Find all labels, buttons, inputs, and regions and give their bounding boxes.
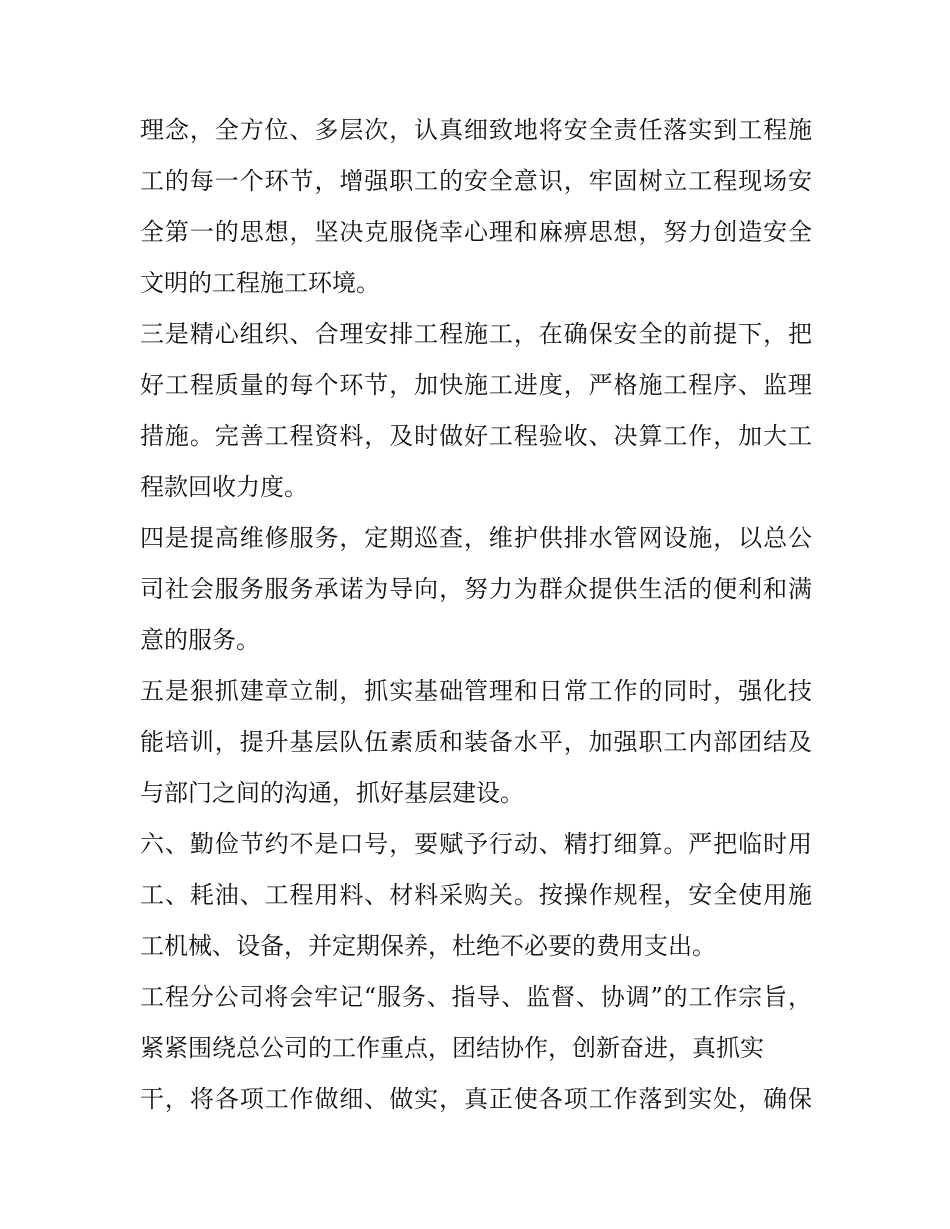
text-line: 五是狠抓建章立制，抓实基础管理和日常工作的同时，强化技 <box>140 677 812 705</box>
text-line: 工、耗油、工程用料、材料采购关。按操作规程，安全使用施 <box>140 881 812 909</box>
text-line: 紧紧围绕总公司的工作重点，团结协作，创新奋进，真抓实 <box>140 1034 764 1062</box>
body-text <box>140 105 812 1125</box>
text-line: 能培训，提升基层队伍素质和装备水平，加强职工内部团结及 <box>140 728 812 756</box>
text-line: 工机械、设备，并定期保养，杜绝不必要的费用支出。 <box>140 932 716 960</box>
text-line: 六、勤俭节约不是口号，要赋予行动、精打细算。严把临时用 <box>140 830 812 858</box>
text-line: 与部门之间的沟通，抓好基层建设。 <box>140 779 524 807</box>
text-line: 干，将各项工作做细、做实，真正使各项工作落到实处，确保 <box>140 1085 812 1113</box>
text-line: 三是精心组织、合理安排工程施工，在确保安全的前提下，把 <box>140 320 812 348</box>
text-line: 司社会服务服务承诺为导向，努力为群众提供生活的便利和满 <box>140 575 812 603</box>
text-line: 工程分公司将会牢记“服务、指导、监督、协调”的工作宗旨， <box>140 983 812 1011</box>
text-line: 好工程质量的每个环节，加快施工进度，严格施工程序、监理 <box>140 371 812 399</box>
text-line: 意的服务。 <box>140 626 260 654</box>
text-line: 工的每一个环节，增强职工的安全意识，牢固树立工程现场安 <box>140 167 812 195</box>
text-line: 四是提高维修服务，定期巡查，维护供排水管网设施，以总公 <box>140 524 812 552</box>
text-line: 文明的工程施工环境。 <box>140 269 380 297</box>
text-line: 全第一的思想，坚决克服侥幸心理和麻痹思想，努力创造安全 <box>140 218 812 246</box>
text-line: 程款回收力度。 <box>140 473 308 501</box>
text-line: 措施。完善工程资料，及时做好工程验收、决算工作，加大工 <box>140 422 812 450</box>
text-line: 理念，全方位、多层次，认真细致地将安全责任落实到工程施 <box>140 116 812 144</box>
